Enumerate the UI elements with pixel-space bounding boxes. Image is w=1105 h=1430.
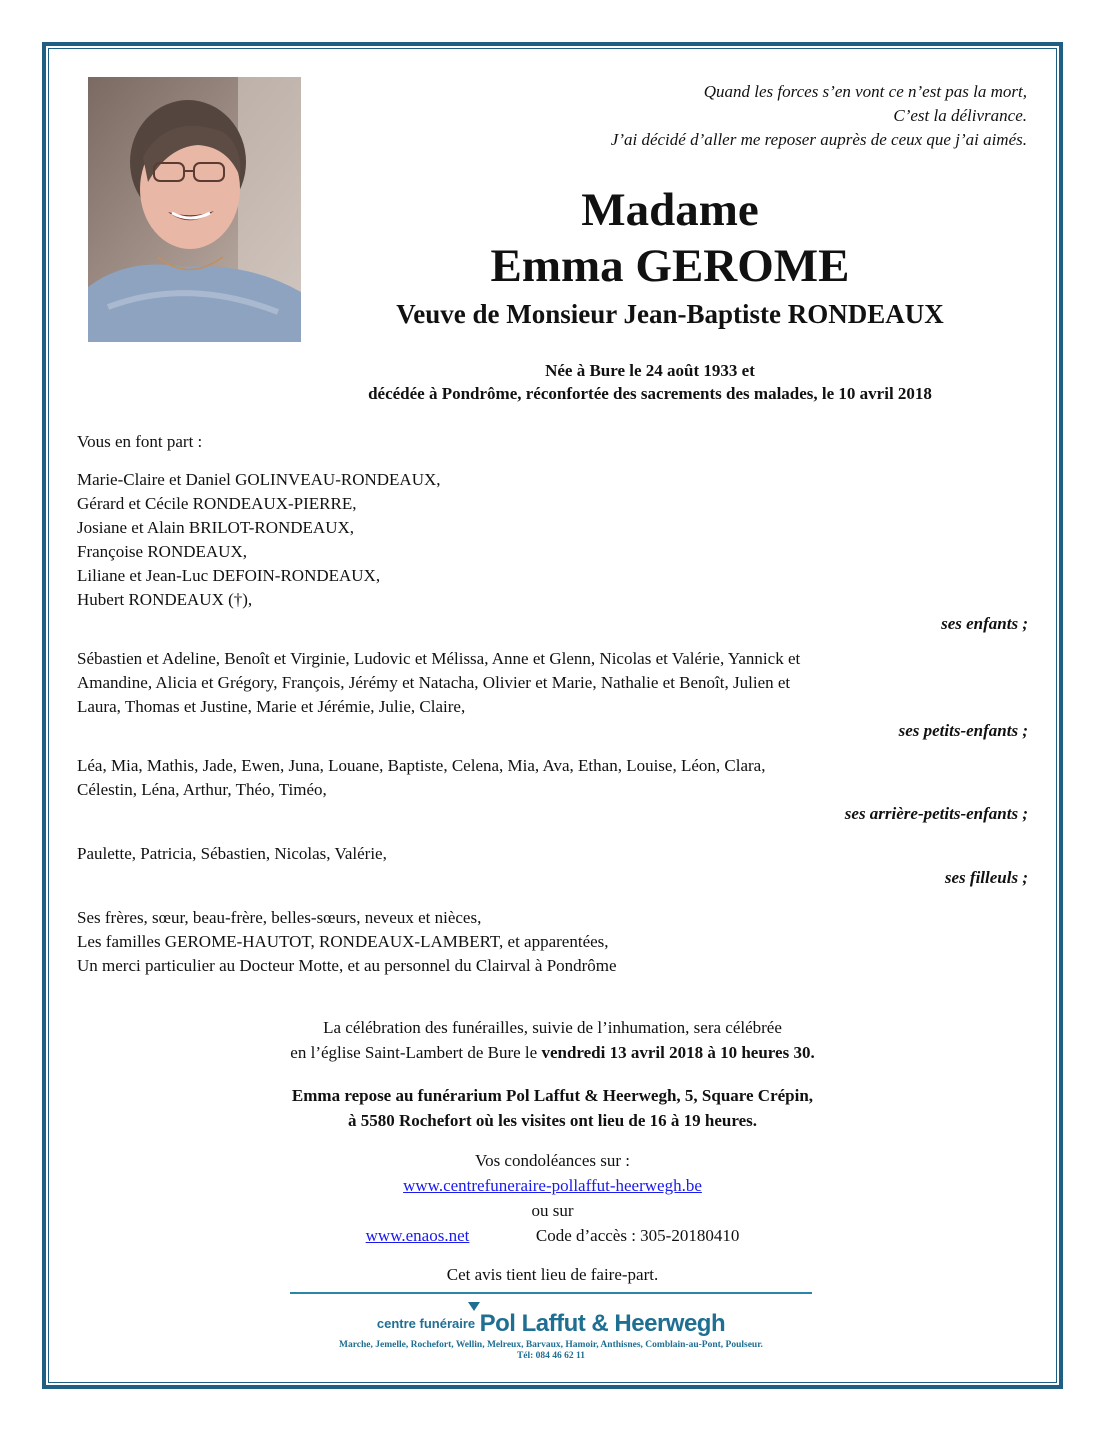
access-code: Code d’accès : 305-20180410 [535,1226,740,1245]
deceased-name-block [340,182,1000,332]
logo-prefix: centre funéraire [376,1316,476,1331]
child-line: Gérard et Cécile RONDEAUX-PIERRE, [77,494,357,513]
children-label: ses enfants ; [941,614,1028,633]
funeral-home-logo [290,1298,812,1361]
logo-places: Marche, Jemelle, Rochefort, Wellin, Melreux, Barvaux, Hamoir, Anthisnes, Comblain-au-Pont, Poulseur. [339,1340,763,1350]
logo-divider [290,1292,812,1294]
condolences-info [100,1148,1005,1248]
child-line: Hubert RONDEAUX (†), [77,590,253,609]
deceased-name: Emma GEROME [490,240,850,292]
ceremony-info [100,1015,1005,1065]
godchildren-line: Paulette, Patricia, Sébastien, Nicolas, Valérie, [77,844,387,863]
portrait-photo [88,77,301,342]
birth-line: Née à Bure le 24 août 1933 et [545,361,755,380]
quote-line: Quand les forces s’en vont ce n’est pas la mort, [703,82,1027,101]
condolences-link-enaos[interactable]: www.enaos.net [365,1226,470,1245]
quote [427,80,1027,152]
visit-info [100,1083,1005,1133]
grandchildren-line: Laura, Thomas et Justine, Marie et Jérémie, Julie, Claire, [77,697,466,716]
visit-line: à 5580 Rochefort où les visites ont lieu de 16 à 19 heures. [347,1111,758,1130]
child-line: Liliane et Jean-Luc DEFOIN-RONDEAUX, [77,566,381,585]
others-line: Un merci particulier au Docteur Motte, et au personnel du Clairval à Pondrôme [77,956,617,975]
grandchildren-line: Sébastien et Adeline, Benoît et Virginie, Ludovic et Mélissa, Anne et Glenn, Nicolas et Valérie, Yannick et [77,649,801,668]
child-line: Françoise RONDEAUX, [77,542,247,561]
intro-text: Vous en font part : [77,432,203,451]
widow-of: Veuve de Monsieur Jean-Baptiste RONDEAUX [396,299,944,329]
others-line: Les familles GEROME-HAUTOT, RONDEAUX-LAMBERT, et apparentées, [77,932,609,951]
child-line: Josiane et Alain BRILOT-RONDEAUX, [77,518,355,537]
logo-name: Pol Laffut & Heerwegh [479,1310,726,1337]
birth-death-info [200,359,1100,405]
logo-phone: Tél: 084 46 62 11 [516,1351,586,1361]
great-grandchildren-line: Léa, Mia, Mathis, Jade, Ewen, Juna, Louane, Baptiste, Celena, Mia, Ava, Ethan, Louise, Léon, Clara, [77,756,766,775]
ceremony-place: en l’église Saint-Lambert de Bure le [290,1043,542,1062]
child-line: Marie-Claire et Daniel GOLINVEAU-RONDEAUX, [77,470,441,489]
announcement-body [77,430,1028,978]
condolences-or: ou sur [531,1201,574,1220]
ceremony-line [100,1040,1005,1065]
condolences-link-funeral-home[interactable]: www.centrefuneraire-pollaffut-heerwegh.be [403,1176,702,1195]
condolences-intro: Vos condoléances sur : [474,1151,631,1170]
quote-line: J’ai décidé d’aller me reposer auprès de ceux que j’ai aimés. [610,130,1027,149]
ceremony-date: vendredi 13 avril 2018 à 10 heures 30. [541,1043,815,1062]
grandchildren-label: ses petits-enfants ; [898,721,1028,740]
grandchildren-line: Amandine, Alicia et Grégory, François, Jérémy et Natacha, Olivier et Marie, Nathalie et Benoît, Julien et [77,673,791,692]
ceremony-line: La célébration des funérailles, suivie de l’inhumation, sera célébrée [323,1018,782,1037]
visit-line: Emma repose au funérarium Pol Laffut & Heerwegh, 5, Square Crépin, [291,1086,814,1105]
notice: Cet avis tient lieu de faire-part. [446,1265,659,1284]
others-line: Ses frères, sœur, beau-frère, belles-sœurs, neveux et nièces, [77,908,482,927]
godchildren-label: ses filleuls ; [944,868,1028,887]
great-grandchildren-line: Célestin, Léna, Arthur, Théo, Timéo, [77,780,327,799]
great-grandchildren-label: ses arrière-petits-enfants ; [844,804,1028,823]
death-line: décédée à Pondrôme, réconfortée des sacrements des malades, le 10 avril 2018 [368,384,932,403]
quote-line: C’est la délivrance. [893,106,1027,125]
honorific: Madame [581,184,759,236]
logo-triangle-icon [468,1302,480,1311]
